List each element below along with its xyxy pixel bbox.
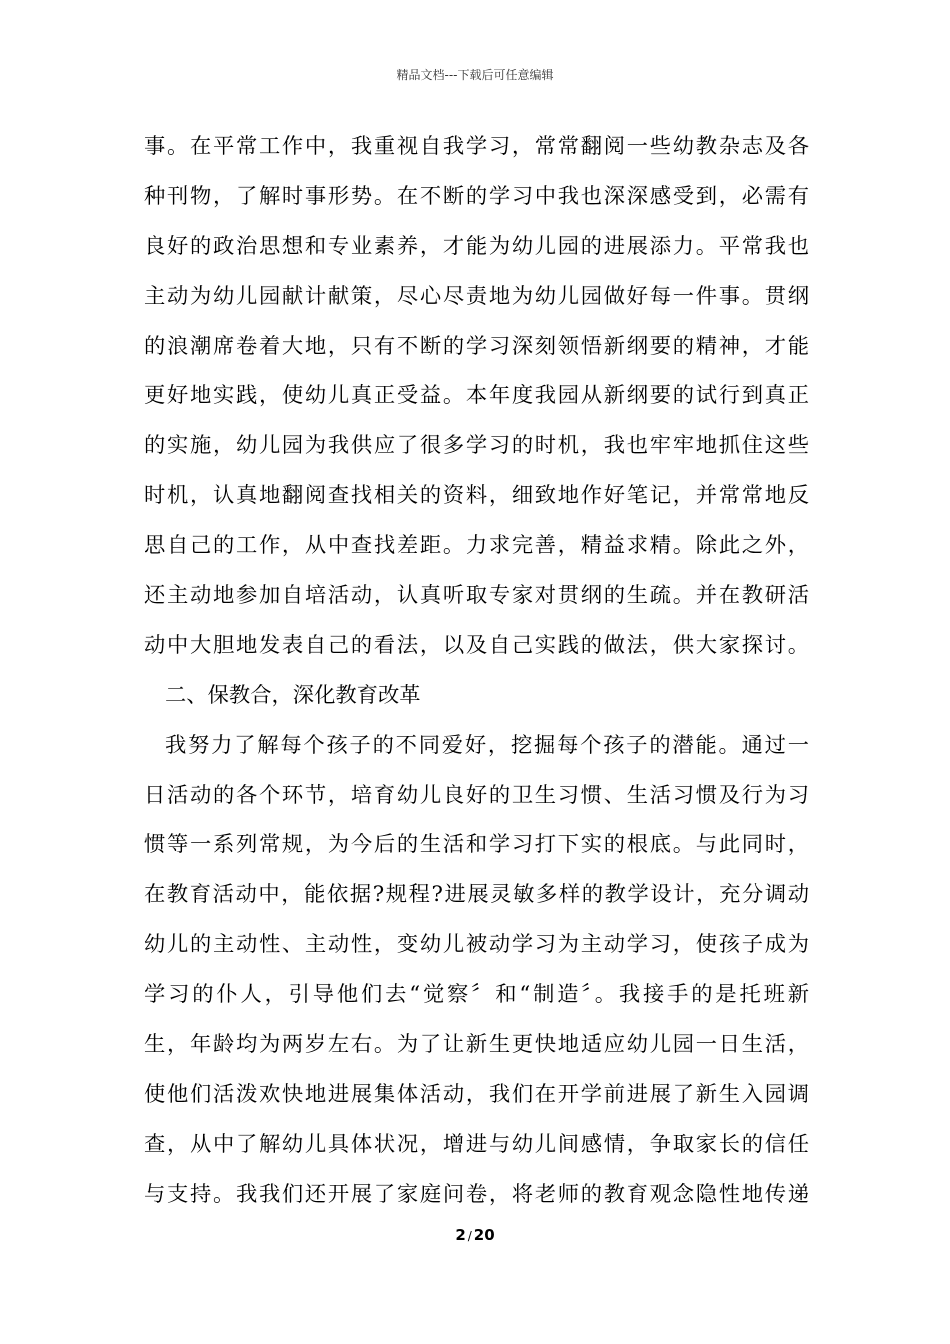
text-line: 惯等一系列常规，为今后的生活和学习打下实的根底。与此同时，: [144, 832, 809, 858]
text-line: 学习的仆人，引导他们去“觉察〞和“制造〞。我接手的是托班新: [144, 982, 809, 1008]
text-line: 我努力了解每个孩子的不同爱好，挖掘每个孩子的潜能。通过一: [165, 732, 809, 758]
text-line: 幼儿的主动性、主动性，变幼儿被动学习为主动学习，使孩子成为: [144, 932, 809, 958]
text-line: 动中大胆地发表自己的看法，以及自己实践的做法，供大家探讨。: [144, 632, 809, 658]
text-line: 生，年龄均为两岁左右。为了让新生更快地适应幼儿园一日生活，: [144, 1032, 809, 1058]
text-line: 还主动地参加自培活动，认真听取专家对贯纲的生疏。并在教研活: [144, 583, 809, 609]
text-line: 的浪潮席卷着大地，只有不断的学习深刻领悟新纲要的精神，才能: [144, 333, 809, 359]
text-line: 使他们活泼欢快地进展集体活动，我们在开学前进展了新生入园调: [144, 1081, 809, 1107]
current-page: 2: [455, 1226, 466, 1244]
text-line: 良好的政治思想和专业素养，才能为幼儿园的进展添力。平常我也: [144, 233, 809, 259]
text-line: 时机，认真地翻阅查找相关的资料，细致地作好笔记，并常常地反: [144, 483, 809, 509]
text-line: 主动为幼儿园献计献策，尽心尽责地为幼儿园做好每一件事。贯纲: [144, 283, 809, 309]
text-line: 在教育活动中，能依据?规程?进展灵敏多样的教学设计，充分调动: [144, 882, 809, 908]
document-body: [144, 127, 809, 1225]
text-line: 思自己的工作，从中查找差距。力求完善，精益求精。除此之外，: [144, 533, 809, 559]
text-line: 事。在平常工作中，我重视自我学习，常常翻阅一些幼教杂志及各: [144, 134, 809, 159]
page-separator: /: [467, 1229, 472, 1243]
section-heading: 二、保教合，深化教育改革: [165, 682, 421, 708]
page-number: [0, 1226, 950, 1244]
text-line: 更好地实践，使幼儿真正受益。本年度我园从新纲要的试行到真正: [144, 383, 809, 409]
page-header: 精品文档---下载后可任意编辑: [396, 68, 554, 82]
text-line: 种刊物，了解时事形势。在不断的学习中我也深深感受到，必需有: [144, 183, 809, 209]
text-line: 日活动的各个环节，培育幼儿良好的卫生习惯、生活习惯及行为习: [144, 782, 809, 808]
text-line: 查，从中了解幼儿具体状况，增进与幼儿间感情，争取家长的信任: [144, 1131, 809, 1157]
total-pages: 20: [473, 1226, 495, 1244]
text-line: 与支持。我我们还开展了家庭问卷，将老师的教育观念隐性地传递: [144, 1181, 809, 1207]
text-line: 的实施，幼儿园为我供应了很多学习的时机，我也牢牢地抓住这些: [144, 433, 809, 459]
